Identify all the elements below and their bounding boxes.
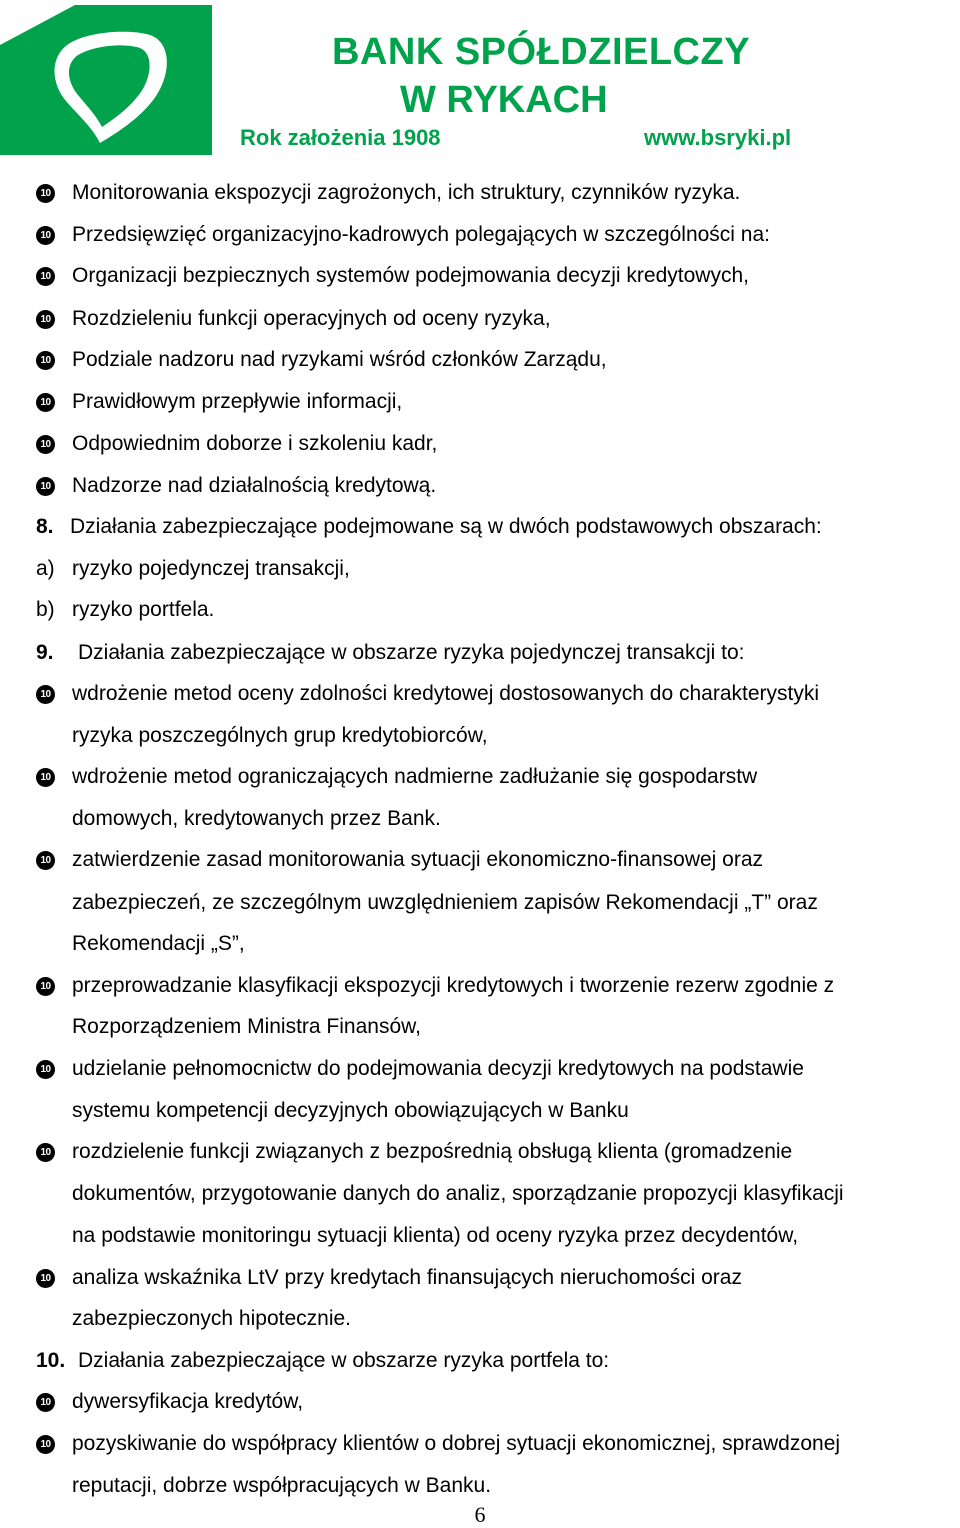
bank-city: W RYKACH [400, 79, 608, 121]
list-item: Prawidłowym przepływie informacji, [72, 390, 403, 413]
bullet-icon: 10 [36, 477, 55, 496]
bullet-icon: 10 [36, 435, 55, 454]
section-heading: Działania zabezpieczające podejmowane są w dwóch podstawowych obszarach: [70, 515, 822, 538]
bullet-icon: 10 [36, 1269, 55, 1288]
bank-name: BANK SPÓŁDZIELCZY [332, 31, 751, 73]
list-item-continuation: na podstawie monitoringu sytuacji klienta) od oceny ryzyka przez decydentów, [72, 1224, 799, 1247]
bullet-icon: 10 [36, 393, 55, 412]
list-item: analiza wskaźnika LtV przy kredytach finansujących nieruchomości oraz [72, 1266, 742, 1289]
list-item-continuation: domowych, kredytowanych przez Bank. [72, 807, 441, 830]
bullet-icon: 10 [36, 351, 55, 370]
bullet-icon: 10 [36, 1435, 55, 1454]
list-item: udzielanie pełnomocnictw do podejmowania decyzji kredytowych na podstawie [72, 1057, 804, 1080]
list-item: Monitorowania ekspozycji zagrożonych, ich struktury, czynników ryzyka. [72, 181, 741, 204]
section-number-10: 10. [36, 1349, 66, 1372]
section-heading: Działania zabezpieczające w obszarze ryzyka portfela to: [78, 1349, 610, 1372]
list-item: Przedsięwzięć organizacyjno-kadrowych polegających w szczególności na: [72, 223, 771, 246]
bullet-icon: 10 [36, 768, 55, 787]
bullet-icon: 10 [36, 310, 55, 329]
list-marker-a: a) [36, 557, 55, 580]
founded-year: Rok założenia 1908 [240, 125, 441, 150]
list-item-continuation: reputacji, dobrze współpracujących w Banku. [72, 1474, 492, 1497]
list-item: ryzyko pojedynczej transakcji, [72, 557, 350, 580]
bullet-icon: 10 [36, 1143, 55, 1162]
bullet-icon: 10 [36, 1060, 55, 1079]
list-marker-b: b) [36, 598, 55, 621]
list-item-continuation: Rekomendacji „S”, [72, 932, 245, 955]
page-number: 6 [474, 1502, 486, 1527]
list-item: zatwierdzenie zasad monitorowania sytuacji ekonomiczno-finansowej oraz [72, 848, 764, 871]
list-item-continuation: zabezpieczonych hipotecznie. [72, 1307, 352, 1330]
list-item: Rozdzieleniu funkcji operacyjnych od oceny ryzyka, [72, 307, 551, 330]
website-link[interactable]: www.bsryki.pl [644, 125, 792, 150]
bullet-icon: 10 [36, 226, 55, 245]
list-item: pozyskiwanie do współpracy klientów o dobrej sytuacji ekonomicznej, sprawdzonej [72, 1432, 841, 1455]
list-item: Podziale nadzoru nad ryzykami wśród członków Zarządu, [72, 348, 607, 371]
list-item: Nadzorze nad działalnością kredytową. [72, 474, 437, 497]
section-number-8: 8. [36, 515, 54, 538]
list-item: wdrożenie metod ograniczających nadmierne zadłużanie się gospodarstw [72, 765, 758, 788]
list-item: Odpowiednim doborze i szkoleniu kadr, [72, 432, 438, 455]
list-item: Organizacji bezpiecznych systemów podejmowania decyzji kredytowych, [72, 264, 749, 287]
list-item: ryzyko portfela. [72, 598, 215, 621]
bullet-icon: 10 [36, 851, 55, 870]
bullet-icon: 10 [36, 685, 55, 704]
list-item-continuation: systemu kompetencji decyzyjnych obowiązujących w Banku [72, 1099, 629, 1122]
list-item: rozdzielenie funkcji związanych z bezpośrednią obsługą klienta (gromadzenie [72, 1140, 793, 1163]
list-item: dywersyfikacja kredytów, [72, 1390, 304, 1413]
bullet-icon: 10 [36, 1393, 55, 1412]
section-heading: Działania zabezpieczające w obszarze ryzyka pojedynczej transakcji to: [78, 641, 745, 664]
list-item-continuation: zabezpieczeń, ze szczególnym uwzględnieniem zapisów Rekomendacji „T” oraz [72, 891, 818, 914]
list-item-continuation: ryzyka poszczególnych grup kredytobiorców, [72, 724, 488, 747]
bullet-icon: 10 [36, 977, 55, 996]
list-item-continuation: Rozporządzeniem Ministra Finansów, [72, 1015, 421, 1038]
list-item-continuation: dokumentów, przygotowanie danych do analiz, sporządzanie propozycji klasyfikacji [72, 1182, 844, 1205]
bullet-icon: 10 [36, 267, 55, 286]
bullet-icon: 10 [36, 184, 55, 203]
section-number-9: 9. [36, 641, 54, 664]
bank-logo [0, 5, 212, 155]
list-item: wdrożenie metod oceny zdolności kredytowej dostosowanych do charakterystyki [72, 682, 820, 705]
list-item: przeprowadzanie klasyfikacji ekspozycji kredytowych i tworzenie rezerw zgodnie z [72, 974, 835, 997]
